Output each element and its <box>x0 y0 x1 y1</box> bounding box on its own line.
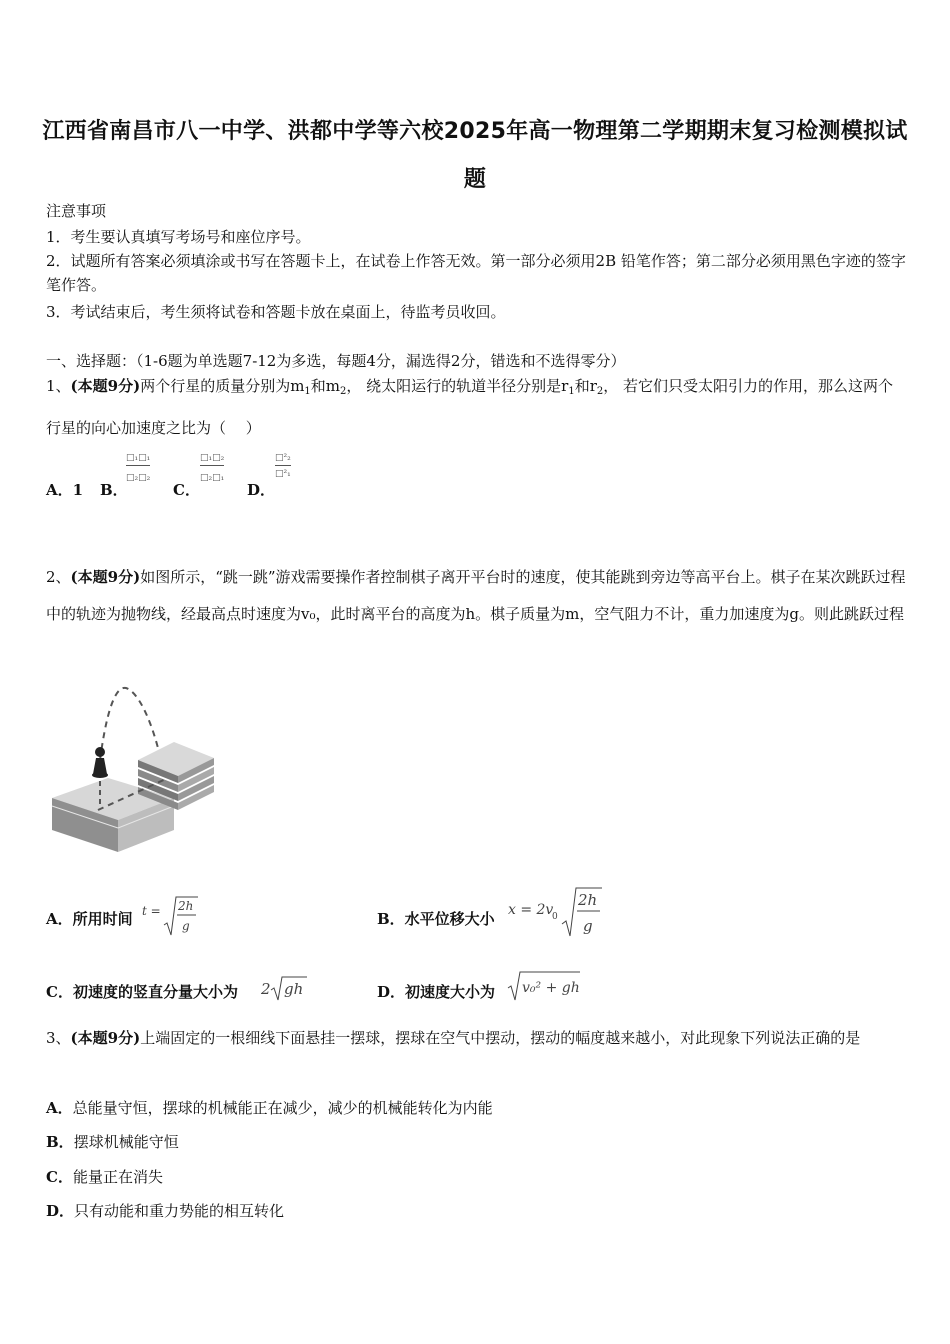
q2-text: 如图所示，“跳一跳”游戏需要操作者控制棋子离开平台时的速度，使其能跳到旁边等高平台上。棋子在某次跳跃过程中的轨迹为抛物线，经最高点时速度为v₀，此时离平台的高度为h。棋子质量为m，空气阻力不计，重力加速度为g。则此跳跃过程 <box>46 568 906 623</box>
notice-heading: 注意事项 <box>46 202 107 220</box>
q2-a-den: g <box>182 919 190 933</box>
q2-number: 2、 <box>46 568 71 586</box>
section-heading: 一、选择题：（1-6题为单选题7-12为多选，每题4分，漏选得2分，错选和不选得零分） <box>46 352 626 370</box>
q1-d-numerator: □²₂ <box>275 452 291 466</box>
q2-option-c-formula <box>261 974 311 1002</box>
option-text: 能量正在消失 <box>72 1168 163 1186</box>
q3-option-d <box>46 1200 284 1222</box>
question-3 <box>46 1020 908 1057</box>
q2-a-lhs: t = <box>142 904 161 918</box>
q1-option-b-label: B． <box>100 481 128 499</box>
option-text: 摆球机械能守恒 <box>73 1133 179 1151</box>
q1-text-b: 和m <box>310 377 341 395</box>
q2-a-label: A．所用时间 <box>46 910 133 928</box>
q1-c-denominator: □₂□₁ <box>200 473 225 483</box>
q2-b-num: 2h <box>578 891 598 909</box>
q2-c-rad: gh <box>284 980 304 998</box>
q2-a-num: 2h <box>178 899 194 913</box>
q2-option-b-formula <box>508 884 608 940</box>
q3-option-c <box>46 1166 163 1188</box>
document-title: 江西省南昌市八一中学、洪都中学等六校2025年高一物理第二学期期末复习检测模拟试题 <box>42 119 908 192</box>
q1-option-c-label: C． <box>173 481 200 499</box>
q2-option-c <box>46 981 238 1003</box>
option-letter: B． <box>46 1133 74 1151</box>
q2-b-sub: 0 <box>552 912 558 922</box>
q3-text: 上端固定的一根细线下面悬挂一摆球，摆球在空气中摆动，摆动的幅度越来越小，对此现象下列说法正确的是 <box>140 1029 861 1047</box>
q1-option-c-fraction <box>200 452 224 485</box>
q1-sub-2: 2 <box>340 386 347 397</box>
q2-b-den: g <box>583 917 593 935</box>
notice-item-1: 1．考生要认真填写考场号和座位序号。 <box>46 228 311 246</box>
q1-text-a: 两个行星的质量分别为m <box>140 377 305 395</box>
jump-game-figure <box>46 680 221 860</box>
q1-text-e: ， 若它们只受太阳引力的作用，那么这两个行星的向心加速度之比为（ ） <box>46 377 894 437</box>
q1-option-a: A．1 <box>46 481 84 499</box>
option-letter: C． <box>46 1168 73 1186</box>
q1-text-c: ， 绕太阳运行的轨道半径分别是r <box>346 377 569 395</box>
notice-item-3: 3．考试结束后，考生须将试卷和答题卡放在桌面上，待监考员收回。 <box>46 303 506 321</box>
question-1 <box>46 368 908 447</box>
q2-option-d-formula <box>508 970 588 1002</box>
option-text: 只有动能和重力势能的相互转化 <box>74 1202 285 1220</box>
q1-number: 1、 <box>46 377 71 395</box>
q2-points: (本题9分) <box>70 568 141 586</box>
option-letter: D． <box>46 1202 75 1220</box>
q1-text-d: 和r <box>574 377 597 395</box>
q1-sub-4: 2 <box>596 386 604 397</box>
q1-sub-3: 1 <box>568 386 575 397</box>
q3-option-a <box>46 1097 493 1119</box>
q1-option-d-fraction <box>275 452 291 481</box>
option-letter: A． <box>46 1099 73 1117</box>
q3-option-b <box>46 1131 179 1153</box>
q1-option-d-label: D． <box>247 481 276 499</box>
question-2 <box>46 559 908 633</box>
q2-option-a-formula <box>142 893 202 939</box>
q1-sub-1: 1 <box>304 386 311 397</box>
q1-option-b-fraction <box>126 452 150 485</box>
q2-option-b <box>377 908 495 930</box>
q2-b-label: B．水平位移大小 <box>377 910 495 928</box>
q1-b-denominator: □₂□₂ <box>126 473 151 483</box>
q1-d-denominator: □²₁ <box>275 469 291 479</box>
trajectory-path <box>100 688 158 760</box>
notice-item-2: 2．试题所有答案必须填涂或书写在答题卡上，在试卷上作答无效。第一部分必须用2B 铅笔作答；第二部分必须用黑色字迹的签字笔作答。 <box>46 252 906 294</box>
q3-number: 3、 <box>46 1029 71 1047</box>
q2-d-label: D．初速度大小为 <box>377 983 496 1001</box>
chess-piece <box>92 747 108 778</box>
q1-b-numerator: □₁□₁ <box>126 452 150 466</box>
q2-c-label: C．初速度的竖直分量大小为 <box>46 983 238 1001</box>
q2-b-lhs: x = 2v <box>508 902 554 918</box>
q2-option-d <box>377 981 495 1003</box>
option-text: 总能量守恒，摆球的机械能正在减少，减少的机械能转化为内能 <box>72 1099 493 1117</box>
q1-c-numerator: □₁□₂ <box>200 452 224 466</box>
q2-c-coef: 2 <box>261 980 271 998</box>
q2-option-a <box>46 908 133 930</box>
q2-d-rad: v₀² + gh <box>522 980 580 996</box>
q3-points: (本题9分) <box>70 1029 141 1047</box>
q1-points: (本题9分) <box>70 377 141 395</box>
